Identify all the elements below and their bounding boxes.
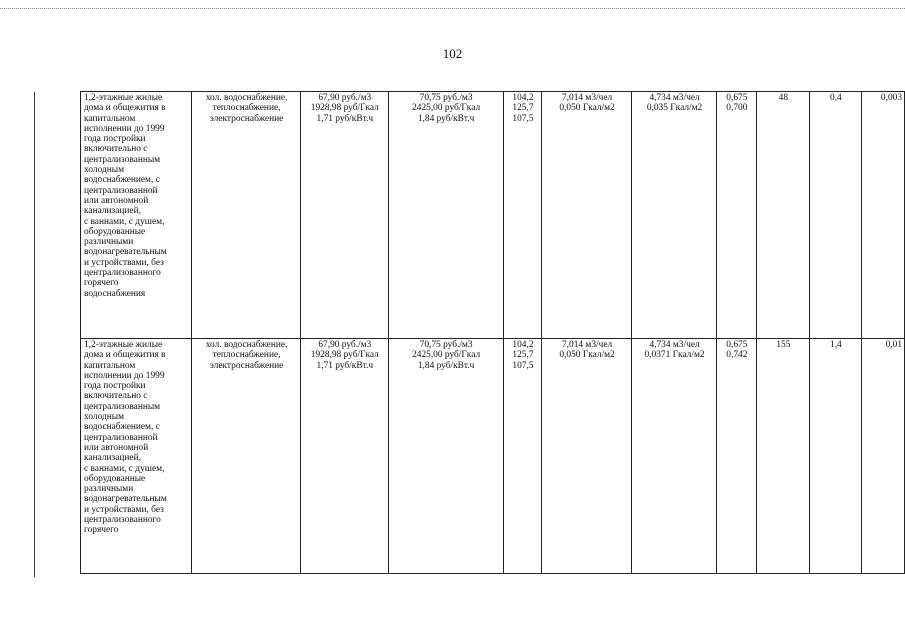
table-row [81,92,905,339]
cell-line: оборудованные [84,473,146,484]
cell-line: года постройки [84,381,146,392]
cell-line: 1928,98 руб/Гкал [310,350,379,361]
cell-line: 1928,98 руб/Гкал [310,103,379,114]
cell-line: теплоснабжение, [212,350,281,361]
cell-line: оборудованные [84,226,146,237]
cell-line: водоснабжением, с [84,175,160,186]
cell-line: дома и общежития в [84,350,166,361]
cell-line: 67,90 руб./м3 [318,340,372,350]
cell-line: 1,71 руб/кВт.ч [316,113,374,124]
cell-line: централизованного [84,268,161,279]
cell-line: 0,050 Гкал/м2 [559,103,615,114]
cell-line: исполнении до 1999 [84,123,165,134]
cell-line: электроснабжение [209,360,284,371]
cell-line: хол. водоснабжение, [205,340,288,350]
norm-2-cell [631,92,716,339]
cell-line: 125,7 [512,350,534,361]
tariff-1-cell [301,92,388,339]
cell-line: 1,84 руб/кВт.ч [417,360,475,371]
coefficient-cell [717,339,756,574]
cell-line: различными [84,237,134,248]
cell-line: включительно с [84,144,148,155]
cell-line: канализацией, [84,453,141,464]
value-2-cell: 0,4 [810,92,862,339]
cell-line: водонагревательным [84,494,167,505]
cell-line: и устройствами, без [84,504,164,515]
value-1-cell: 155 [756,339,810,574]
cell-line: 0,675 [726,340,748,350]
norm-1-cell [542,92,632,339]
cell-line: водонагревательным [84,247,167,258]
cell-line: капитальном [84,360,136,371]
scan-top-edge [0,8,905,13]
cell-line: 0,035 Гкал/м2 [646,103,703,114]
building-description-cell [81,92,192,339]
cell-line: 1,71 руб/кВт.ч [316,360,374,371]
value-2-cell: 1,4 [810,339,862,574]
value-3-cell: 0,003 [861,92,904,339]
cell-line: 0,050 Гкал/м2 [559,350,615,361]
cell-line: года постройки [84,134,146,145]
cell-line: централизованного [84,515,161,526]
cell-line: 1,2-этажные жилые [84,340,163,350]
cell-line: электроснабжение [209,113,284,124]
cell-line: капитальном [84,113,136,124]
cell-line: водоснабжением, с [84,422,160,433]
scan-left-margin-line [34,92,35,577]
cell-line: 7,014 м3/чел [561,340,613,350]
cell-line: 125,7 [512,103,534,114]
cell-line: включительно с [84,391,148,402]
table-row [81,339,905,574]
cell-line: и устройствами, без [84,257,164,268]
cell-line: 4,734 м3/чел [649,93,700,103]
cell-line: различными [84,484,134,495]
cell-line: централизованной [84,185,158,196]
norm-2-cell [631,339,716,574]
cell-line: 0,675 [726,93,748,103]
cell-line: 70,75 руб./м3 [419,340,473,350]
cell-line: централизованным [84,401,161,412]
cell-line: исполнении до 1999 [84,370,165,381]
cell-line: 104,2 [512,340,534,350]
value-3-cell: 0,01 [861,339,904,574]
cell-line: централизованным [84,154,161,165]
cell-line: 1,84 руб/кВт.ч [417,113,475,124]
coefficient-cell [717,92,756,339]
value-1-cell: 48 [756,92,810,339]
cell-line: холодным [84,165,125,176]
cell-line: 0,0371 Гкал/м2 [644,350,705,361]
cell-line: холодным [84,412,125,423]
cell-line: горячего [84,278,119,289]
cell-line: водоснабжения [84,288,146,299]
cell-line: 107,5 [512,113,534,124]
index-cell [503,92,542,339]
cell-line: 104,2 [512,93,534,103]
building-description-cell [81,339,192,574]
tariff-2-cell [388,339,503,574]
tariff-table-body [81,92,905,574]
services-cell [192,339,301,574]
tariff-2-cell [388,92,503,339]
services-cell [192,92,301,339]
tariff-table [80,91,905,574]
cell-line: канализацией, [84,206,141,217]
cell-line: с ваннами, с душем, [84,463,165,474]
cell-line: дома и общежития в [84,103,166,114]
cell-line: 4,734 м3/чел [649,340,700,350]
page-number: 102 [442,46,463,61]
cell-line: 2425,00 руб/Гкал [412,350,481,361]
cell-line: горячего [84,525,119,536]
norm-1-cell [542,339,632,574]
tariff-1-cell [301,339,388,574]
cell-line: 2425,00 руб/Гкал [412,103,481,114]
cell-line: хол. водоснабжение, [205,93,288,103]
cell-line: или автономной [84,195,149,206]
cell-line: теплоснабжение, [212,103,281,114]
cell-line: или автономной [84,442,149,453]
cell-line: 107,5 [512,360,534,371]
index-cell [503,339,542,574]
cell-line: 70,75 руб./м3 [419,93,473,103]
cell-line: 0,700 [726,103,748,114]
cell-line: с ваннами, с душем, [84,216,165,227]
cell-line: централизованной [84,432,158,443]
cell-line: 7,014 м3/чел [561,93,613,103]
cell-line: 67,90 руб./м3 [318,93,372,103]
cell-line: 1,2-этажные жилые [84,93,163,103]
cell-line: 0,742 [726,350,748,361]
